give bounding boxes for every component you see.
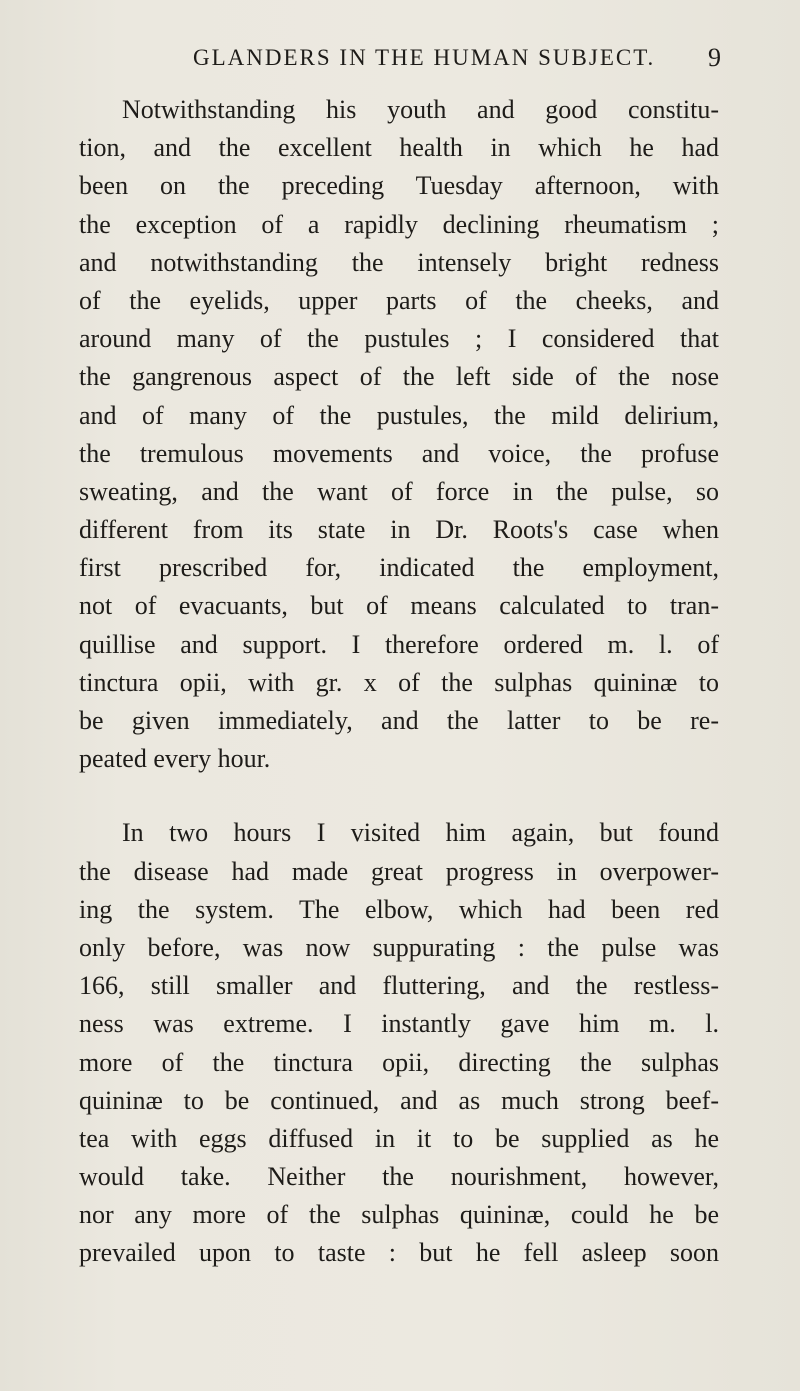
text-line: sweating, and the want of force in the pulse, so bbox=[79, 476, 719, 506]
text-line: nor any more of the sulphas quininæ, could he be bbox=[79, 1200, 719, 1230]
text-line: quininæ to be continued, and as much strong beef- bbox=[79, 1085, 719, 1115]
text-line: the tremulous movements and voice, the profuse bbox=[79, 438, 719, 468]
text-line: and notwithstanding the intensely bright redness bbox=[79, 247, 719, 277]
text-line: first prescribed for, indicated the employment, bbox=[79, 553, 719, 583]
text-line: only before, was now suppurating : the pulse was bbox=[79, 932, 719, 962]
text-line: quillise and support. I therefore ordered m. l. of bbox=[79, 629, 719, 659]
text-line: ing the system. The elbow, which had been red bbox=[79, 894, 719, 924]
text-line: the exception of a rapidly declining rheumatism ; bbox=[79, 209, 719, 239]
text-line: In two hours I visited him again, but found bbox=[122, 818, 719, 848]
text-line: peated every hour. bbox=[79, 744, 271, 774]
page-number: 9 bbox=[708, 43, 721, 72]
paragraph-1 bbox=[79, 91, 719, 778]
text-line: prevailed upon to taste : but he fell asleep soon bbox=[79, 1238, 719, 1268]
running-title: GLANDERS IN THE HUMAN SUBJECT. bbox=[193, 45, 656, 70]
text-line: be given immediately, and the latter to be re- bbox=[79, 706, 719, 735]
text-line: ness was extreme. I instantly gave him m. l. bbox=[79, 1009, 719, 1039]
paragraph-2 bbox=[79, 814, 719, 1272]
text-line: been on the preceding Tuesday afternoon, with bbox=[79, 171, 719, 201]
text-line: tea with eggs diffused in it to be supplied as he bbox=[79, 1123, 719, 1153]
text-line: more of the tinctura opii, directing the sulphas bbox=[79, 1047, 719, 1077]
text-line: the disease had made great progress in overpower- bbox=[79, 856, 719, 886]
text-line: of the eyelids, upper parts of the cheeks, and bbox=[79, 285, 719, 315]
text-line: tion, and the excellent health in which he had bbox=[79, 133, 719, 163]
text-line: and of many of the pustules, the mild delirium, bbox=[79, 400, 719, 430]
text-line: 166, still smaller and fluttering, and the restless- bbox=[79, 971, 719, 1001]
text-line: around many of the pustules ; I considered that bbox=[79, 324, 719, 354]
running-head bbox=[0, 38, 800, 78]
text-line: the gangrenous aspect of the left side of the nose bbox=[79, 362, 719, 392]
text-line: not of evacuants, but of means calculated to tran- bbox=[79, 591, 719, 621]
body-text bbox=[79, 91, 719, 1273]
text-line: different from its state in Dr. Roots's case when bbox=[79, 515, 719, 545]
text-line: Notwithstanding his youth and good constitu- bbox=[122, 95, 719, 124]
text-line: tinctura opii, with gr. x of the sulphas quininæ to bbox=[79, 667, 719, 697]
text-line: would take. Neither the nourishment, however, bbox=[79, 1162, 719, 1192]
